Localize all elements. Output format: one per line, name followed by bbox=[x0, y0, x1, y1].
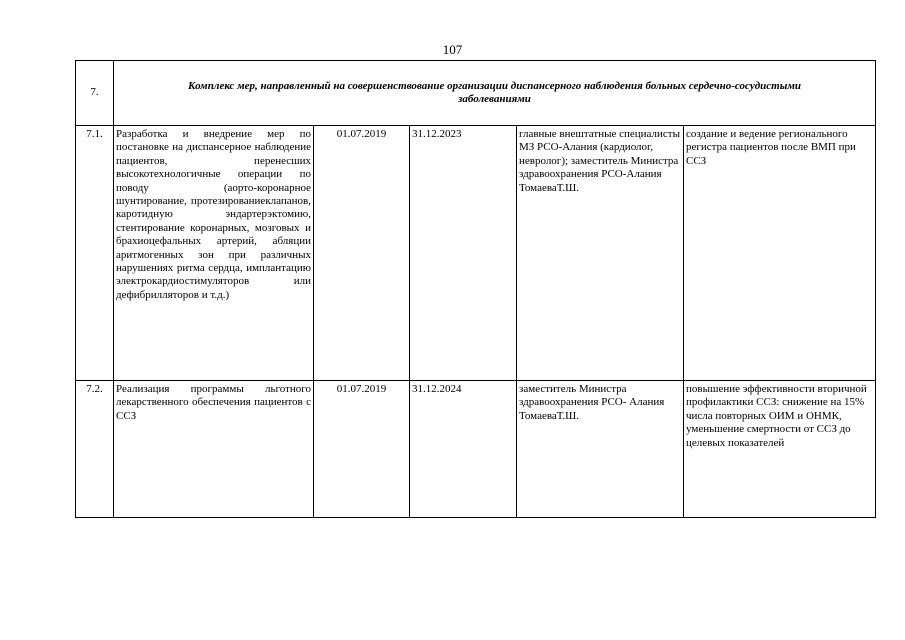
row-number: 7.2. bbox=[76, 381, 114, 518]
result-cell: создание и ведение регионального регистра пациентов после ВМП при ССЗ bbox=[684, 126, 876, 381]
activity-cell: Реализация программы льготного лекарственного обеспечения пациентов с ССЗ bbox=[114, 381, 314, 518]
result-cell: повышение эффективности вторичной профилактики ССЗ: снижение на 15% числа повторных ОИМ и ОНМК, уменьшение смертности от ССЗ до целевых показателей bbox=[684, 381, 876, 518]
activity-cell: Разработка и внедрение мер по постановке на диспансерное наблюдение пациентов, перенесших высокотехнологичные операции по поводу (аорто-коронарное шунтирование, протезированиеклапанов, каротидную эндартерэктомию, стентирование коронарных, мозговых и брахиоцефальных артерий, абляции аритмогенных зон при различных нарушениях ритма сердца, имплантацию электрокардиостимуляторов или дефибрилляторов и т.д.) bbox=[114, 126, 314, 381]
end-date-cell: 31.12.2023 bbox=[410, 126, 517, 381]
section-number: 7. bbox=[76, 61, 114, 126]
section-title: Комплекс мер, направленный на совершенствование организации диспансерного наблюдения больных сердечно-сосудистыми заболеваниями bbox=[114, 61, 876, 126]
responsible-cell: главные внештатные специалисты МЗ РСО-Алания (кардиолог, невролог); заместитель Министра здравоохранения РСО-Алания ТомаеваТ.Ш. bbox=[517, 126, 684, 381]
end-date-cell: 31.12.2024 bbox=[410, 381, 517, 518]
activities-table bbox=[75, 60, 876, 518]
page-number: 107 bbox=[442, 42, 463, 57]
start-date-cell: 01.07.2019 bbox=[314, 381, 410, 518]
row-number: 7.1. bbox=[76, 126, 114, 381]
start-date-cell: 01.07.2019 bbox=[314, 126, 410, 381]
section-header-row bbox=[76, 61, 876, 126]
table-row bbox=[76, 126, 876, 381]
responsible-cell: заместитель Министра здравоохранения РСО- Алания ТомаеваТ.Ш. bbox=[517, 381, 684, 518]
table-row bbox=[76, 381, 876, 518]
